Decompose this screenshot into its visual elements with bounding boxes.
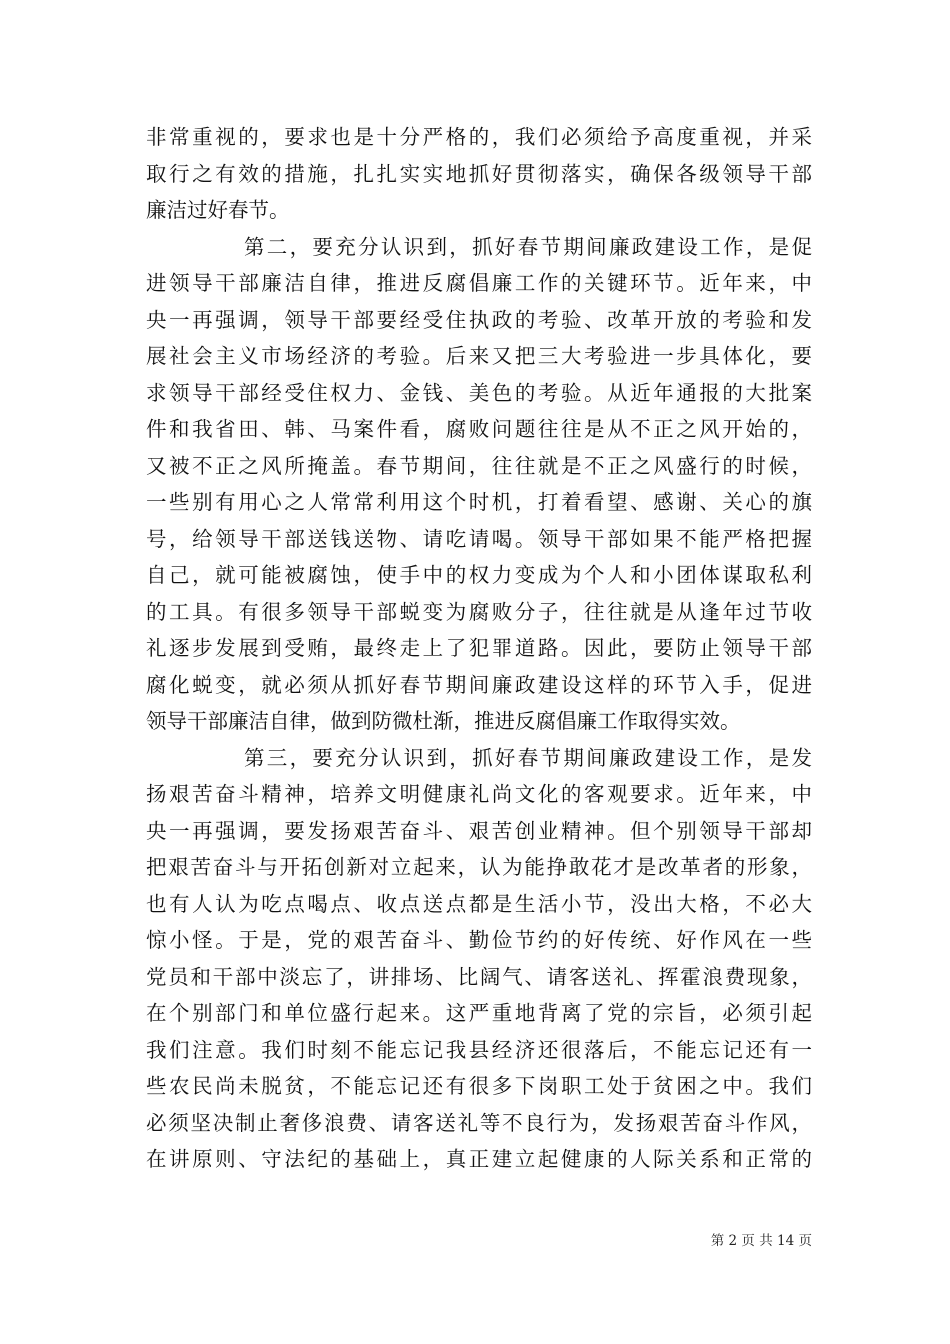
text-line: 廉洁过好春节。 — [146, 198, 290, 222]
paragraph — [146, 229, 812, 740]
paragraph — [146, 119, 812, 229]
text-line: 又被不正之风所掩盖。春节期间，往往就是不正之风盛行的时候， — [146, 453, 812, 478]
text-line: 在讲原则、守法纪的基础上，真正建立起健康的人际关系和正常的 — [146, 1147, 812, 1171]
text-line: 的工具。有很多领导干部蜕变为腐败分子，往往就是从逢年过节收 — [146, 599, 812, 624]
text-line: 必须坚决制止奢侈浪费、请客送礼等不良行为，发扬艰苦奋斗作风， — [146, 1110, 812, 1135]
text-line: 礼逐步发展到受贿，最终走上了犯罪道路。因此，要防止领导干部 — [146, 636, 812, 660]
text-line: 自己，就可能被腐蚀，使手中的权力变成为个人和小团体谋取私利 — [146, 563, 812, 587]
text-line: 号，给领导干部送钱送物、请吃请喝。领导干部如果不能严格把握 — [146, 526, 812, 551]
text-line: 扬艰苦奋斗精神，培养文明健康礼尚文化的客观要求。近年来，中 — [146, 782, 812, 806]
document-body — [146, 119, 812, 1178]
text-line: 领导干部廉洁自律，做到防微杜渐，推进反腐倡廉工作取得实效。 — [146, 709, 741, 733]
text-line: 也有人认为吃点喝点、收点送点都是生活小节，没出大格，不必大 — [146, 891, 812, 916]
page-number-footer: 第 2 页 共 14 页 — [710, 1233, 812, 1249]
text-line: 取行之有效的措施，扎扎实实地抓好贯彻落实，确保各级领导干部 — [146, 161, 812, 186]
text-line: 惊小怪。于是，党的艰苦奋斗、勤俭节约的好传统、好作风在一些 — [146, 928, 812, 952]
text-line: 央一再强调，要发扬艰苦奋斗、艰苦创业精神。但个别领导干部却 — [146, 818, 812, 843]
text-line: 求领导干部经受住权力、金钱、美色的考验。从近年通报的大批案 — [146, 380, 812, 405]
text-line: 把艰苦奋斗与开拓创新对立起来，认为能挣敢花才是改革者的形象， — [146, 855, 812, 879]
text-line: 件和我省田、韩、马案件看，腐败问题往往是从不正之风开始的， — [146, 417, 812, 441]
text-line: 进领导干部廉洁自律，推进反腐倡廉工作的关键环节。近年来，中 — [146, 271, 812, 295]
text-line: 些农民尚未脱贫，不能忘记还有很多下岗职工处于贫困之中。我们 — [146, 1074, 812, 1098]
text-line: 我们注意。我们时刻不能忘记我县经济还很落后，不能忘记还有一 — [146, 1037, 812, 1062]
text-line: 一些别有用心之人常常利用这个时机，打着看望、感谢、关心的旗 — [146, 490, 812, 514]
text-line: 央一再强调，领导干部要经受住执政的考验、改革开放的考验和发 — [146, 307, 812, 332]
text-line: 第二，要充分认识到，抓好春节期间廉政建设工作，是促 — [244, 234, 812, 259]
text-line: 党员和干部中淡忘了，讲排场、比阔气、请客送礼、挥霍浪费现象， — [146, 964, 812, 989]
text-line: 展社会主义市场经济的考验。后来又把三大考验进一步具体化，要 — [146, 344, 812, 368]
text-line: 非常重视的，要求也是十分严格的，我们必须给予高度重视，并采 — [146, 125, 812, 149]
text-line: 在个别部门和单位盛行起来。这严重地背离了党的宗旨，必须引起 — [146, 1001, 812, 1025]
text-line: 第三，要充分认识到，抓好春节期间廉政建设工作，是发 — [244, 745, 812, 770]
paragraph — [146, 740, 812, 1178]
text-line: 腐化蜕变，就必须从抓好春节期间廉政建设这样的环节入手，促进 — [146, 672, 812, 697]
